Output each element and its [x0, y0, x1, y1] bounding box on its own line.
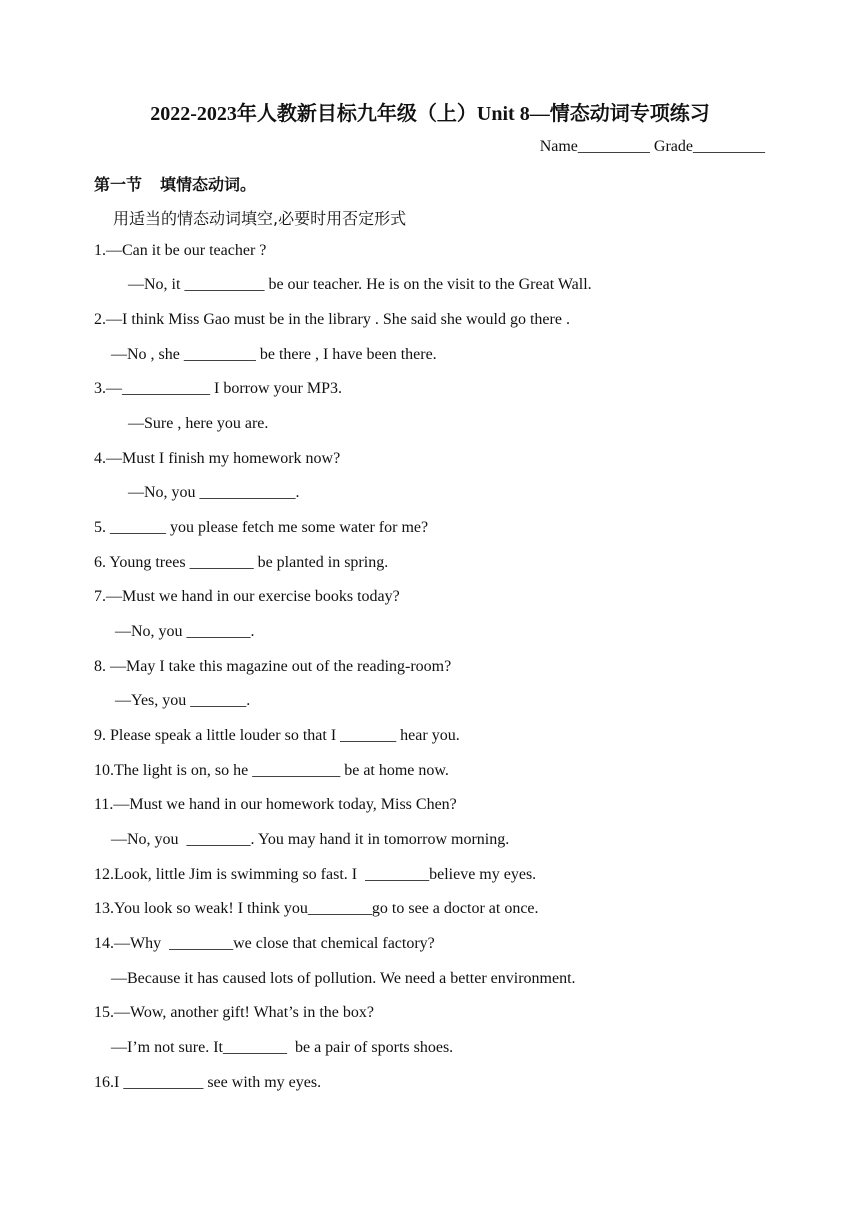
question-line: 12.Look, little Jim is swimming so fast. I ________believe my eyes. [94, 866, 537, 883]
answer-line: —Sure , here you are. [128, 415, 269, 432]
section-instruction: 用适当的情态动词填空,必要时用否定形式 [113, 209, 407, 228]
section-label: 第一节 [94, 175, 143, 194]
question-line: 6. Young trees ________ be planted in spring. [94, 554, 389, 571]
name-grade-field: Name_________ Grade_________ [539, 138, 765, 155]
question-line: 4.—Must I finish my homework now? [94, 450, 341, 467]
answer-line: —Yes, you _______. [115, 692, 251, 709]
question-line: 13.You look so weak! I think you________go to see a doctor at once. [94, 900, 539, 917]
question-line: 8. —May I take this magazine out of the reading-room? [94, 658, 452, 675]
answer-line: —No , she _________ be there , I have been there. [111, 346, 437, 363]
question-line: 15.—Wow, another gift! What’s in the box? [94, 1004, 374, 1021]
answer-line: —I’m not sure. It________ be a pair of sports shoes. [111, 1039, 454, 1056]
answer-line: —No, you ________. You may hand it in tomorrow morning. [111, 831, 510, 848]
question-line: 10.The light is on, so he ___________ be at home now. [94, 762, 449, 779]
answer-line: —No, you ________. [115, 623, 255, 640]
question-line: 7.—Must we hand in our exercise books today? [94, 588, 400, 605]
question-line: 11.—Must we hand in our homework today, Miss Chen? [94, 796, 457, 813]
answer-line: —No, it __________ be our teacher. He is on the visit to the Great Wall. [128, 276, 592, 293]
question-line: 2.—I think Miss Gao must be in the library . She said she would go there . [94, 311, 570, 328]
answer-line: —No, you ____________. [128, 484, 300, 501]
page-title: 2022-2023年人教新目标九年级（上）Unit 8—情态动词专项练习 [150, 103, 710, 125]
question-line: 16.I __________ see with my eyes. [94, 1074, 322, 1091]
question-line: 1.—Can it be our teacher ? [94, 242, 267, 259]
answer-line: —Because it has caused lots of pollution. We need a better environment. [111, 970, 576, 987]
section-heading [94, 172, 256, 195]
question-line: 5. _______ you please fetch me some water for me? [94, 519, 429, 536]
question-line: 9. Please speak a little louder so that I _______ hear you. [94, 727, 460, 744]
section-name: 填情态动词。 [160, 175, 257, 194]
question-line: 3.—___________ I borrow your MP3. [94, 380, 342, 397]
question-line: 14.—Why ________we close that chemical factory? [94, 935, 435, 952]
